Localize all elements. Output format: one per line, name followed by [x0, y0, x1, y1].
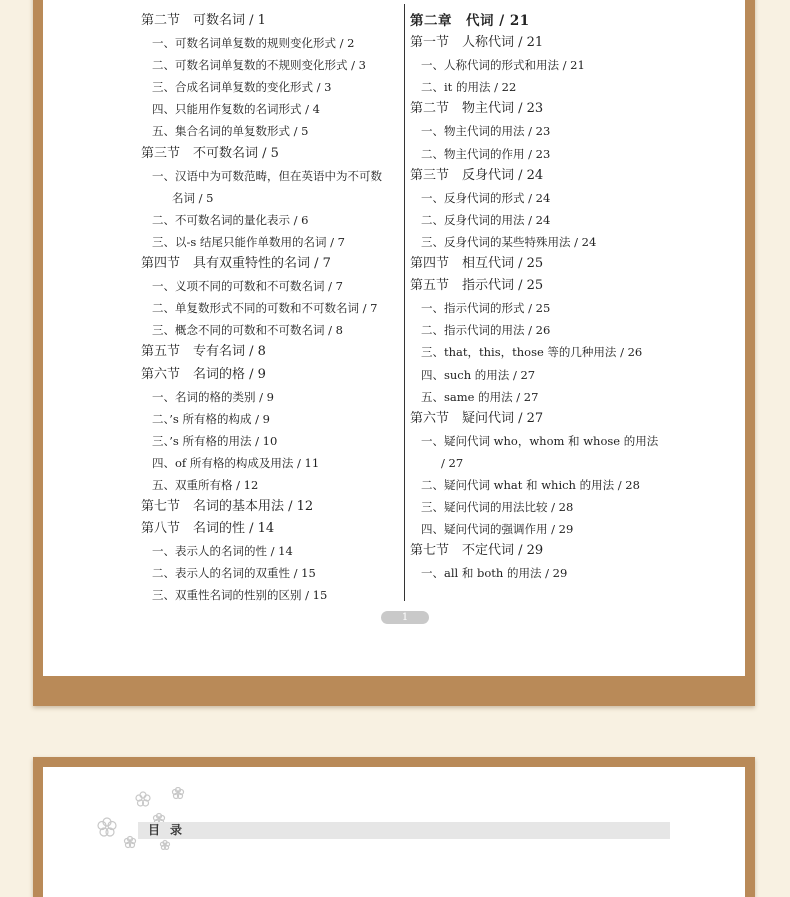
toc-entry-section: 第七节 名词的基本用法 / 12	[141, 499, 314, 515]
toc-entry-item: 一、物主代词的用法 / 23	[421, 124, 551, 139]
toc-entry-item: 一、指示代词的形式 / 25	[421, 301, 551, 316]
toc-entry-cont: / 27	[441, 455, 464, 470]
toc-entry-cont: 名词 / 5	[172, 190, 214, 205]
toc-entry-item: 一、all 和 both 的用法 / 29	[421, 566, 568, 581]
toc-entry-section: 第五节 指示代词 / 25	[410, 278, 544, 294]
toc-entry-item: 一、反身代词的形式 / 24	[421, 190, 551, 205]
toc-entry-item: 四、只能用作复数的名词形式 / 4	[152, 102, 321, 117]
column-divider	[404, 4, 405, 601]
toc-entry-section: 第三节 不可数名词 / 5	[141, 145, 279, 161]
toc-entry-item: 二、’s 所有格的构成 / 9	[152, 411, 270, 426]
toc-entry-item: 三、疑问代词的用法比较 / 28	[421, 500, 574, 515]
toc-entry-item: 四、such 的用法 / 27	[421, 367, 536, 382]
toc-page	[43, 0, 745, 676]
toc-entry-item: 五、same 的用法 / 27	[421, 389, 539, 404]
toc-entry-section: 第二节 物主代词 / 23	[410, 101, 544, 117]
toc-entry-item: 四、of 所有格的构成及用法 / 11	[152, 455, 320, 470]
toc-entry-item: 三、概念不同的可数和不可数名词 / 8	[152, 323, 344, 338]
toc-entry-item: 二、指示代词的用法 / 26	[421, 323, 551, 338]
toc-entry-item: 一、名词的格的类别 / 9	[152, 389, 275, 404]
toc-left-column	[141, 10, 391, 607]
toc-entry-item: 三、双重性名词的性别的区别 / 15	[152, 588, 328, 603]
toc-entry-item: 二、不可数名词的量化表示 / 6	[152, 212, 309, 227]
toc-entry-item: 三、’s 所有格的用法 / 10	[152, 433, 278, 448]
toc-entry-item: 二、物主代词的作用 / 23	[421, 146, 551, 161]
toc-entry-item: 五、双重所有格 / 12	[152, 477, 259, 492]
next-page-frame	[33, 757, 755, 897]
toc-entry-item: 四、疑问代词的强调作用 / 29	[421, 522, 574, 537]
toc-entry-item: 一、可数名词单复数的规则变化形式 / 2	[152, 36, 355, 51]
toc-entry-item: 一、疑问代词 who，whom 和 whose 的用法	[421, 433, 659, 448]
toc-entry-section: 第四节 具有双重特性的名词 / 7	[141, 256, 331, 272]
toc-entry-item: 二、反身代词的用法 / 24	[421, 212, 551, 227]
toc-entry-item: 三、以-s 结尾只能作单数用的名词 / 7	[152, 234, 345, 249]
toc-entry-item: 二、疑问代词 what 和 which 的用法 / 28	[421, 477, 640, 492]
toc-entry-section: 第八节 名词的性 / 14	[141, 521, 275, 537]
toc-entry-item: 二、表示人的名词的双重性 / 15	[152, 566, 316, 581]
toc-entry-section: 第三节 反身代词 / 24	[410, 167, 544, 183]
toc-entry-item: 二、单复数形式不同的可数和不可数名词 / 7	[152, 301, 378, 316]
toc-entry-section: 第四节 相互代词 / 25	[410, 256, 544, 272]
toc-entry-section: 第二节 可数名词 / 1	[141, 13, 266, 28]
toc-right-column	[410, 10, 710, 584]
toc-entry-section: 第六节 疑问代词 / 27	[410, 410, 544, 426]
toc-entry-section: 第一节 人称代词 / 21	[410, 35, 544, 51]
toc-title-bar	[138, 822, 670, 839]
toc-entry-item: 一、表示人的名词的性 / 14	[152, 544, 293, 559]
toc-entry-section: 第六节 名词的格 / 9	[141, 366, 266, 382]
page-frame	[33, 0, 755, 706]
toc-entry-item: 三、that，this，those 等的几种用法 / 26	[421, 345, 643, 360]
toc-entry-section: 第七节 不定代词 / 29	[410, 543, 544, 559]
toc-entry-item: 五、集合名词的单复数形式 / 5	[152, 124, 309, 139]
toc-title: 目录	[148, 823, 193, 837]
toc-entry-item: 一、汉语中为可数范畴，但在英语中为不可数	[152, 168, 382, 183]
toc-entry-item: 一、人称代词的形式和用法 / 21	[421, 58, 585, 73]
toc-entry-item: 三、反身代词的某些特殊用法 / 24	[421, 234, 597, 249]
toc-entry-chapter: 第二章 代词 / 21	[410, 13, 530, 29]
next-toc-page	[43, 767, 745, 897]
toc-entry-item: 二、可数名词单复数的不规则变化形式 / 3	[152, 58, 367, 73]
toc-entry-item: 二、it 的用法 / 22	[421, 80, 517, 95]
toc-entry-section: 第五节 专有名词 / 8	[141, 344, 266, 360]
page-number-badge: 1	[381, 611, 429, 624]
toc-entry-item: 三、合成名词单复数的变化形式 / 3	[152, 80, 332, 95]
toc-entry-item: 一、义项不同的可数和不可数名词 / 7	[152, 279, 344, 294]
